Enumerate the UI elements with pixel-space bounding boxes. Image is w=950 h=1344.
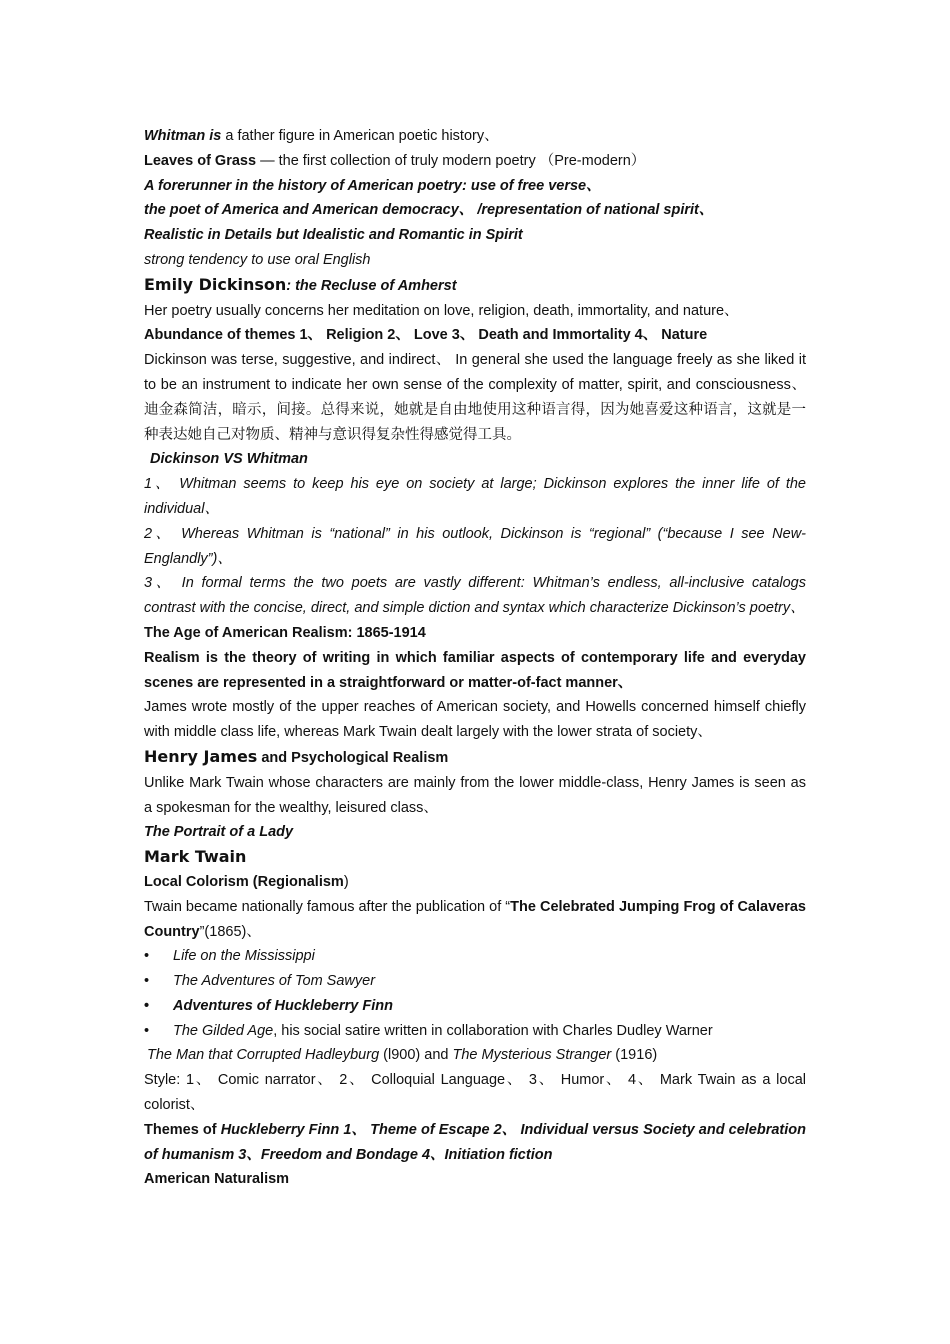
henry-james-description: Unlike Mark Twain whose characters are mainly from the lower middle-class, Henry James is seen as a spokesman for the wealthy, leisured class、	[144, 774, 806, 816]
twain-bullet-4: • The Gilded Age, his social satire written in collaboration with Charles Dudley Warner	[144, 1019, 806, 1044]
document-page	[144, 124, 806, 1192]
twain-bullet-3: • Adventures of Huckleberry Finn	[144, 994, 806, 1019]
realism-title: The Age of American Realism: 1865-1914	[144, 624, 426, 641]
whitman-line-3: A forerunner in the history of American poetry: use of free verse、	[144, 177, 601, 194]
whitman-line-6: strong tendency to use oral English	[144, 251, 371, 268]
realism-james-howells: James wrote mostly of the upper reaches of American society, and Howells concerned himself chiefly with middle class life, whereas Mark Twain dealt largely with the lower strata of society、	[144, 699, 806, 741]
mark-twain-heading: Mark Twain	[144, 847, 247, 867]
bullet-icon: •	[144, 1022, 150, 1039]
dickinson-vs-point-1: 1、 Whitman seems to keep his eye on society at large; Dickinson explores the inner life of the individual、	[144, 476, 806, 517]
dickinson-themes: Abundance of themes 1、 Religion 2、 Love 3、 Death and Immortality 4、 Nature	[144, 327, 708, 344]
realism-definition: Realism is the theory of writing in which familiar aspects of contemporary life and everyday scenes are represented in a straightforward or matter-of-fact manner、	[144, 649, 806, 691]
naturalism-title: American Naturalism	[144, 1171, 290, 1188]
twain-bullet-1: • Life on the Mississippi	[144, 944, 806, 969]
dickinson-concerns: Her poetry usually concerns her meditation on love, religion, death, immortality, and nature、	[144, 302, 739, 319]
dickinson-vs-point-2: 2、 Whereas Whitman is “national” in his outlook, Dickinson is “regional” (“because I see New-Englandly”)、	[144, 525, 806, 567]
twain-other-works: The Man that Corrupted Hadleyburg (l900) and The Mysterious Stranger (1916)	[147, 1047, 658, 1064]
whitman-line-2: Leaves of Grass — the first collection of truly modern poetry （Pre-modern）	[144, 152, 646, 169]
twain-local-colorism: Local Colorism (Regionalism)	[144, 873, 349, 890]
bullet-icon: •	[144, 948, 150, 965]
twain-style: Style: 1、 Comic narrator、 2、 Colloquial Language、 3、 Humor、 4、 Mark Twain as a local colorist、	[144, 1072, 806, 1114]
bullet-icon: •	[144, 997, 150, 1014]
dickinson-heading: Emily Dickinson: the Recluse of Amherst	[144, 274, 457, 294]
dickinson-vs-title: Dickinson VS Whitman	[150, 451, 308, 468]
twain-famous-paragraph: Twain became nationally famous after the publication of “The Celebrated Jumping Frog of Calaveras Country”(1865)、	[144, 898, 806, 940]
henry-james-heading: Henry James and Psychological Realism	[144, 746, 449, 766]
twain-themes: Themes of Huckleberry Finn 1、 Theme of Escape 2、 Individual versus Society and celebration of humanism 3、Freedom and Bondage 4、Initiation fiction	[144, 1121, 807, 1163]
bullet-icon: •	[144, 973, 150, 990]
dickinson-vs-point-3: 3、 In formal terms the two poets are vastly different: Whitman’s endless, all-inclusive catalogs contrast with the concise, direct, and simple diction and syntax which characterize Dickinson’s poetry、	[144, 575, 806, 617]
twain-bullet-2: • The Adventures of Tom Sawyer	[144, 969, 806, 994]
whitman-line-1: Whitman is a father figure in American poetic history、	[144, 128, 499, 144]
whitman-line-5: Realistic in Details but Idealistic and Romantic in Spirit	[144, 227, 523, 244]
henry-james-work: The Portrait of a Lady	[144, 824, 294, 841]
dickinson-style-paragraph: Dickinson was terse, suggestive, and indirect、 In general she used the language freely as she liked it to be an instrument to indicate her own sense of the complexity of matter, spirit, and consciousness、迪金森简洁，暗示，间接。总得来说，她就是自由地使用这种语言得，因为她喜爱这种语言，这就是一种表达她自己对物质、精神与意识得复杂性得感觉得工具。	[144, 352, 806, 443]
whitman-line-4: the poet of America and American democracy、 /representation of national spirit、	[144, 202, 714, 219]
